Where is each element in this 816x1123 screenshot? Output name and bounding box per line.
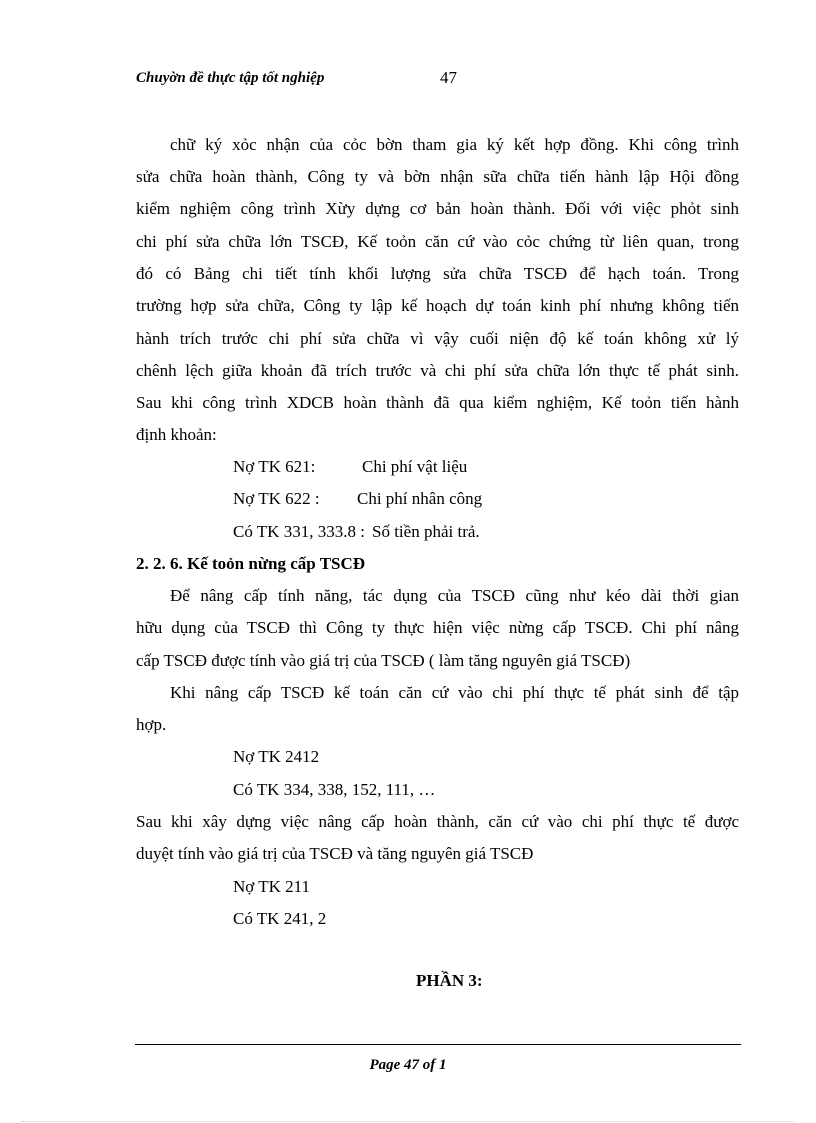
entry-description: Chi phí nhân công xyxy=(357,489,483,508)
page-bottom-border xyxy=(22,1121,794,1122)
entry-account: Nợ TK 622 : xyxy=(233,489,320,508)
body-line: Để nâng cấp tính năng, tác dụng của TSCĐ cũng như kéo dài thời gian xyxy=(170,586,739,605)
section-heading: 2. 2. 6. Kế toỏn nừng cấp TSCĐ xyxy=(136,554,366,573)
header-page-number: 47 xyxy=(440,68,457,87)
footer-divider xyxy=(135,1044,741,1045)
entry-description: Chi phí vật liệu xyxy=(362,457,468,476)
entry-line: Nợ TK 2412 xyxy=(233,747,320,766)
entry-line: Nợ TK 211 xyxy=(233,877,310,896)
body-line: chênh lệch giữa khoản đã trích trước và chi phí sửa chữa lớn thực tế phát sinh. xyxy=(136,361,739,380)
body-line: duyệt tính vào giá trị của TSCĐ và tăng nguyên giá TSCĐ xyxy=(136,844,534,863)
body-line: hữu dụng của TSCĐ thì Công ty thực hiện việc nừng cấp TSCĐ. Chi phí nâng xyxy=(136,618,739,637)
entry-line: Có TK 334, 338, 152, 111, … xyxy=(233,780,436,799)
body-line: hợp. xyxy=(136,715,167,734)
body-line: Sau khi công trình XDCB hoàn thành đã qua kiểm nghiệm, Kế toỏn tiến hành xyxy=(136,393,739,412)
entry-account: Nợ TK 621: xyxy=(233,457,316,476)
header-title: Chuyờn đề thực tập tốt nghiệp xyxy=(136,70,325,86)
body-line: sửa chữa hoàn thành, Công ty và bờn nhận sữa chữa tiến hành lập Hội đồng xyxy=(136,167,739,186)
body-line: kiểm nghiệm công trình Xừy dựng cơ bản hoàn thành. Đối với việc phỏt sinh xyxy=(136,199,739,218)
body-line: đó có Bảng chi tiết tính khối lượng sửa chữa TSCĐ để hạch toán. Trong xyxy=(136,264,739,283)
body-line: trường hợp sửa chữa, Công ty lập kế hoạch dự toán kinh phí nhưng không tiến xyxy=(136,296,739,315)
entry-description: Số tiền phải trả. xyxy=(372,522,480,541)
body-line: chi phí sửa chữa lớn TSCĐ, Kế toỏn căn cứ vào cỏc chứng từ liên quan, trong xyxy=(136,232,739,251)
entry-line: Có TK 241, 2 xyxy=(233,909,327,928)
entry-account: Có TK 331, 333.8 : xyxy=(233,522,365,541)
body-line: cấp TSCĐ được tính vào giá trị của TSCĐ ( làm tăng nguyên giá TSCĐ) xyxy=(136,651,631,670)
body-line: Khi nâng cấp TSCĐ kế toán căn cứ vào chi phí thực tế phát sinh để tập xyxy=(170,683,739,702)
footer-page-label: Page 47 of 1 xyxy=(369,1057,447,1073)
part-heading: PHẦN 3: xyxy=(416,971,483,990)
body-line: Sau khi xây dựng việc nâng cấp hoàn thành, căn cứ vào chi phí thực tế được xyxy=(136,812,739,831)
body-line: chữ ký xỏc nhận của cỏc bờn tham gia ký kết hợp đồng. Khi công trình xyxy=(170,135,739,154)
body-line: hành trích trước chi phí sửa chữa vì vậy cuối niện độ kế toán không xử lý xyxy=(136,329,739,348)
body-line: định khoản: xyxy=(136,425,217,444)
